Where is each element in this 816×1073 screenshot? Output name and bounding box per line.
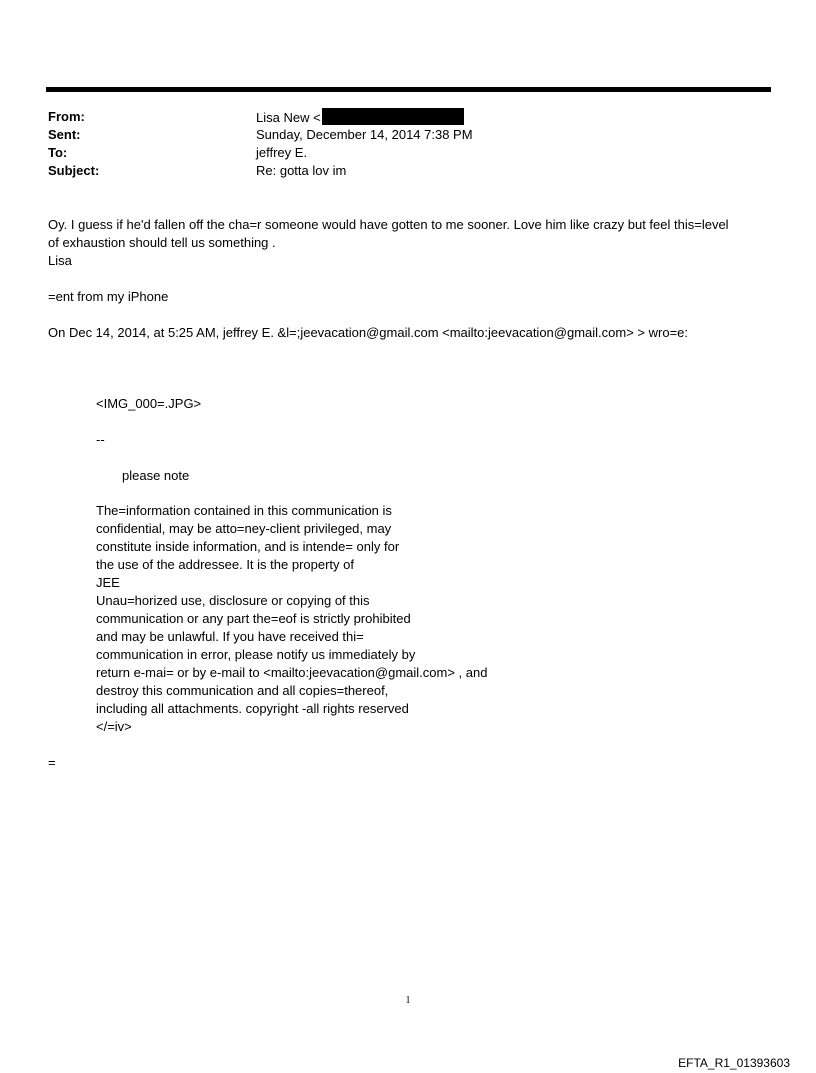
disclaimer-line: the use of the addressee. It is the property of <box>96 557 354 572</box>
disclaimer-line: return e-mai= or by e-mail to <mailto:jeevacation@gmail.com> , and <box>96 665 488 680</box>
subject-label: Subject: <box>48 163 100 178</box>
top-rule <box>46 87 771 92</box>
redaction-box <box>322 108 464 125</box>
disclaimer-line: communication in error, please notify us immediately by <box>96 647 416 662</box>
disclaimer-line: The=information contained in this communication is <box>96 503 392 518</box>
from-value <box>256 108 464 127</box>
subject-value: Re: gotta lov im <box>256 163 347 178</box>
message-line-1: Oy. I guess if he'd fallen off the cha=r someone would have gotten to me sooner. Love him like crazy but feel this=level <box>48 217 729 232</box>
attachment-reference: <IMG_000=.JPG> <box>96 396 202 411</box>
message-line-2: of exhaustion should tell us something . <box>48 235 276 250</box>
disclaimer-block <box>96 502 487 736</box>
page-number: 1 <box>405 995 411 1006</box>
from-label: From: <box>48 109 85 124</box>
document-id: EFTA_R1_01393603 <box>678 1056 790 1070</box>
disclaimer-line: including all attachments. copyright -all rights reserved <box>96 701 409 716</box>
disclaimer-line: and may be unlawful. If you have received thi= <box>96 629 364 644</box>
to-label: To: <box>48 145 68 160</box>
please-note: please note <box>122 468 190 483</box>
disclaimer-line: confidential, may be atto=ney-client privileged, may <box>96 521 392 536</box>
to-row <box>48 144 768 162</box>
disclaimer-line: Unau=horized use, disclosure or copying of this <box>96 593 370 608</box>
email-header <box>48 108 768 180</box>
signature-separator: -- <box>96 432 105 447</box>
trailing-character: = <box>48 755 56 770</box>
disclaimer-line: destroy this communication and all copies=thereof, <box>96 683 389 698</box>
disclaimer-line: JEE <box>96 575 120 590</box>
sent-from-line: =ent from my iPhone <box>48 289 169 304</box>
disclaimer-line: </=iv> <box>96 719 132 734</box>
sent-label: Sent: <box>48 127 81 142</box>
from-name: Lisa New < <box>256 110 321 125</box>
to-value: jeffrey E. <box>256 145 308 160</box>
sent-value: Sunday, December 14, 2014 7:38 PM <box>256 127 473 142</box>
from-row <box>48 108 768 126</box>
disclaimer-line: communication or any part the=eof is strictly prohibited <box>96 611 411 626</box>
subject-row <box>48 162 768 180</box>
signature: Lisa <box>48 253 72 268</box>
disclaimer-line: constitute inside information, and is intende= only for <box>96 539 400 554</box>
sent-row <box>48 126 768 144</box>
reply-intro: On Dec 14, 2014, at 5:25 AM, jeffrey E. &l=;jeevacation@gmail.com <mailto:jeevacation@gmail.com> > wro=e: <box>48 325 689 340</box>
